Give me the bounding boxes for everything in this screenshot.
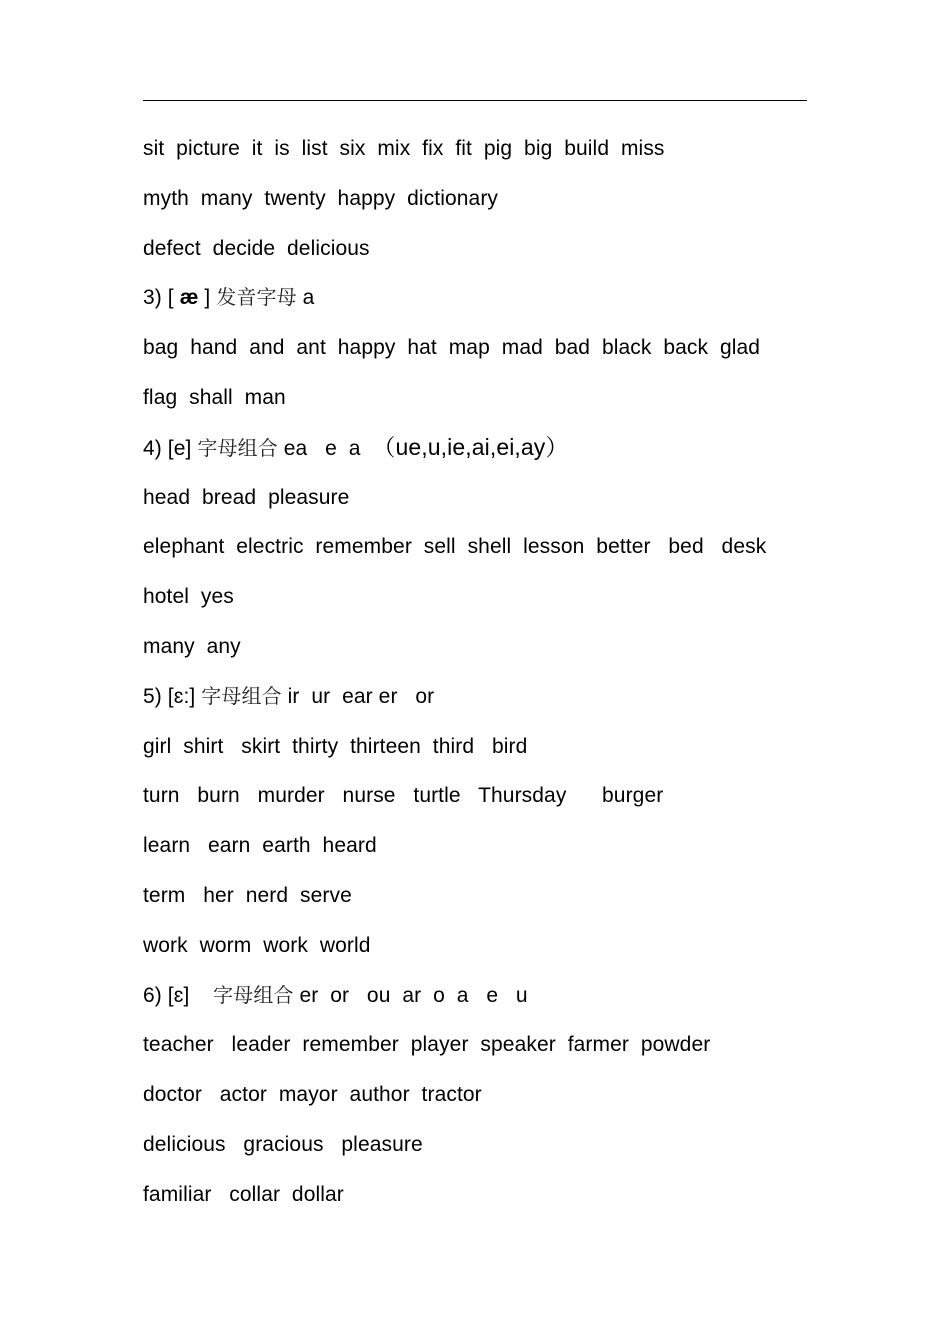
heading-prefix: 4) [e] [143,436,198,460]
word-line: turn burn murder nurse turtle Thursday burger [143,784,664,808]
word-line: elephant electric remember sell shell lesson better bed desk [143,535,767,559]
section-heading-5 [143,672,823,722]
heading-letters: ea e a [277,436,373,460]
heading-mid: ] [198,286,217,310]
heading-prefix: 6) [ɛ] [143,983,214,1007]
word-list [143,124,823,1220]
word-line: learn earn earth heard [143,834,377,858]
heading-chinese-label: 字母组合 [201,683,282,708]
heading-chinese-label: 字母组合 [197,435,278,460]
heading-letters: er or ou ar o a e u [293,983,528,1007]
heading-letters: a [296,286,315,310]
heading-prefix: 3) [ [143,286,180,310]
word-line: term her nerd serve [143,883,352,907]
word-line: hotel yes [143,585,234,609]
word-line: familiar collar dollar [143,1182,344,1206]
word-line: doctor actor mayor author tractor [143,1083,482,1107]
section-heading-6 [143,971,823,1021]
word-line: sit picture it is list six mix fix fit pig big build miss [143,137,665,160]
word-line: flag shall man [143,385,286,409]
heading-alternatives: （ue,u,ie,ai,ei,ay） [372,433,569,460]
heading-letters: ir ur ear er or [281,684,435,708]
word-line: girl shirt skirt thirty thirteen third bird [143,734,528,758]
section-heading-4 [143,423,823,473]
word-line: work worm work world [143,933,371,957]
header-rule [143,100,807,101]
heading-prefix: 5) [ɛ:] [143,684,202,708]
word-line: teacher leader remember player speaker farmer powder [143,1033,711,1057]
word-line: many any [143,634,241,658]
word-line: head bread pleasure [143,485,350,509]
word-line: delicious gracious pleasure [143,1132,423,1156]
heading-chinese-label: 发音字母 [216,285,297,310]
heading-chinese-label: 字母组合 [213,982,294,1007]
word-line: defect decide delicious [143,236,370,260]
word-line: bag hand and ant happy hat map mad bad black back glad [143,336,761,360]
phonetic-symbol: æ [179,286,199,310]
word-line: myth many twenty happy dictionary [143,186,499,210]
section-heading-3 [143,273,823,323]
